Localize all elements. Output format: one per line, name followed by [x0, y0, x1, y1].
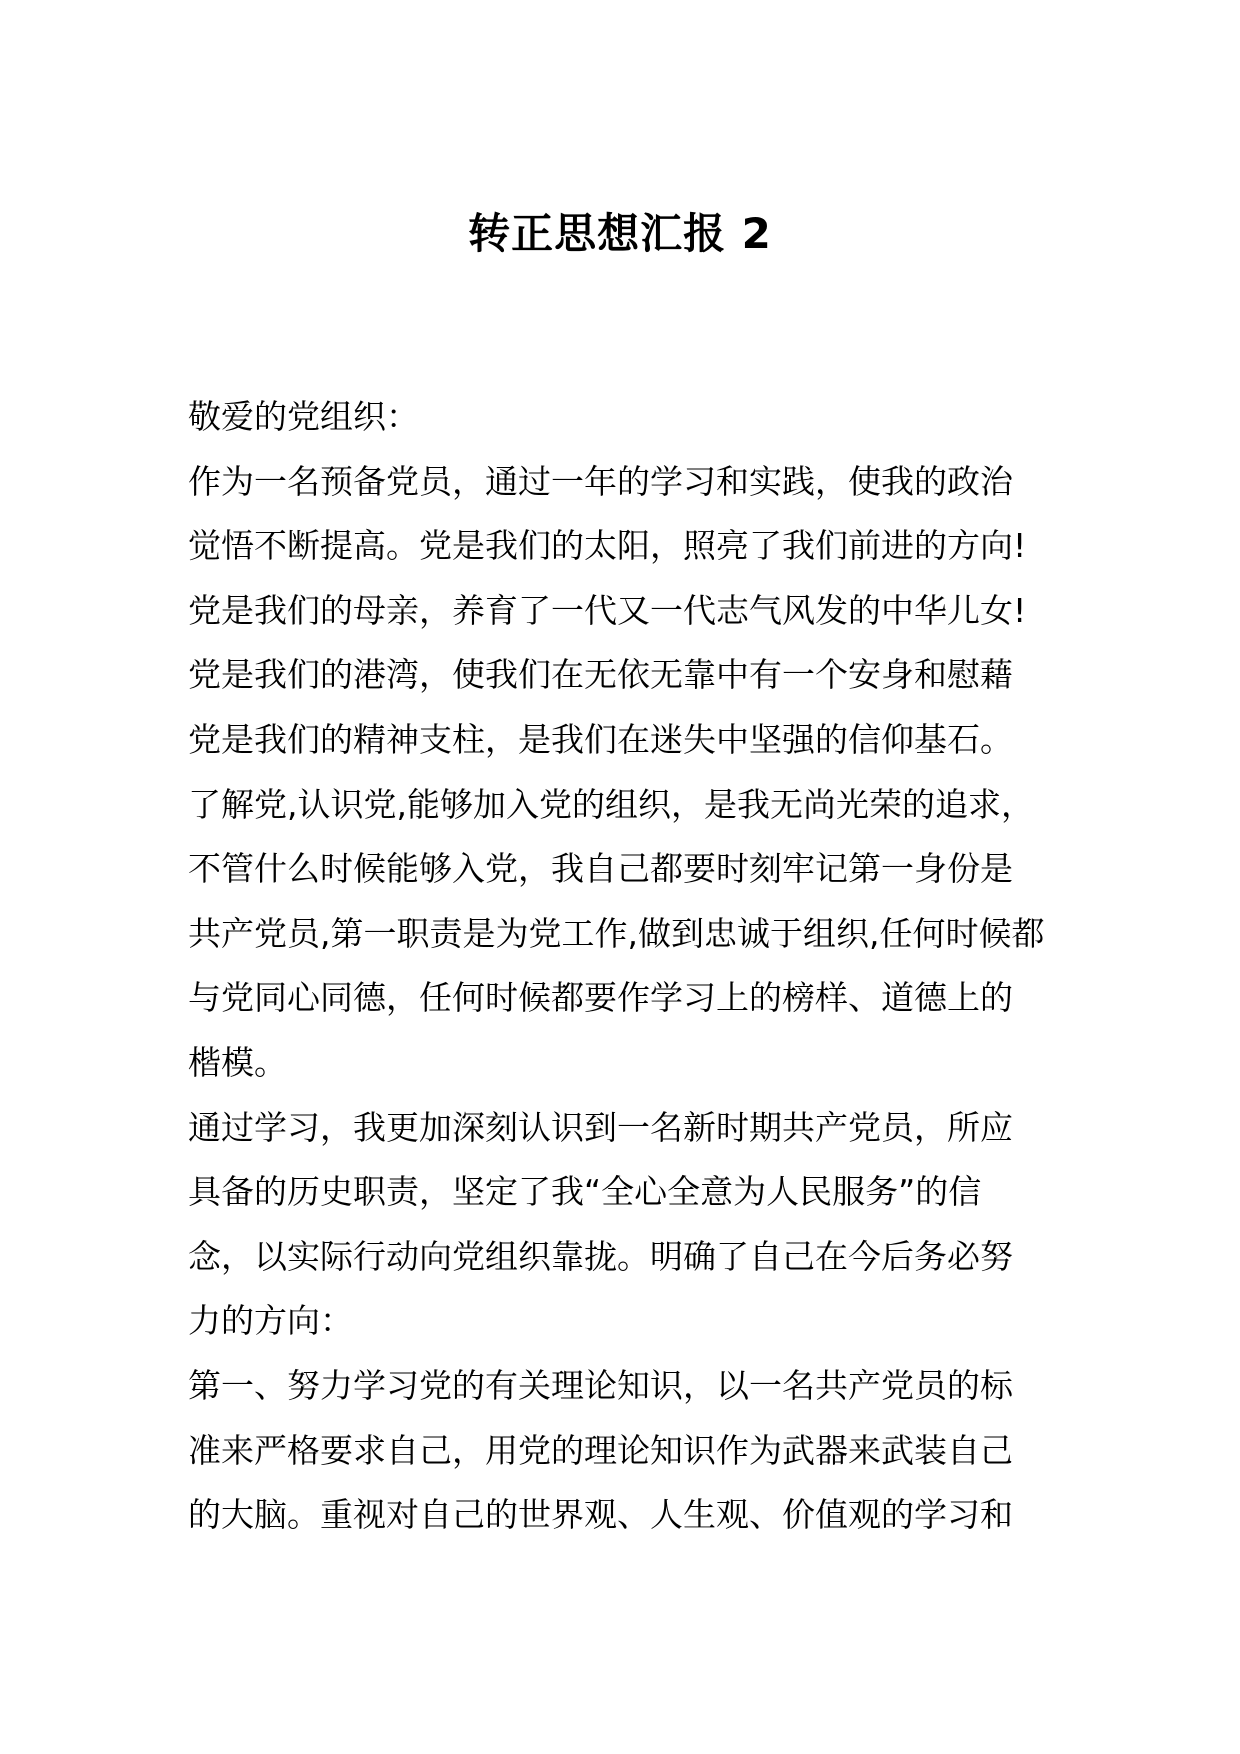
text-line: 准来严格要求自己，用党的理论知识作为武器来武装自己: [188, 1430, 1013, 1470]
text-line: 楷模。: [188, 1042, 287, 1082]
text-line: 的大脑。重视对自己的世界观、人生观、价值观的学习和: [188, 1495, 1013, 1535]
text-line: 力的方向：: [188, 1301, 353, 1341]
text-line: 党是我们的港湾，使我们在无依无靠中有一个安身和慰藉: [188, 655, 1013, 695]
text-line: 通过学习，我更加深刻认识到一名新时期共产党员，所应: [188, 1107, 1013, 1147]
text-line: 念，以实际行动向党组织靠拢。明确了自己在今后务必努: [188, 1236, 1013, 1276]
text-line: 敬爱的党组织：: [188, 397, 419, 436]
text-line: 党是我们的母亲，养育了一代又一代志气风发的中华儿女!: [188, 590, 1027, 630]
text-line: 第一、努力学习党的有关理论知识，以一名共产党员的标: [188, 1365, 1013, 1405]
text-line: 不管什么时候能够入党，我自己都要时刻牢记第一身份是: [188, 849, 1013, 889]
document-body: [188, 385, 1068, 1548]
text-line: 党是我们的精神支柱，是我们在迷失中坚强的信仰基石。: [188, 719, 1013, 759]
document-title: 转正思想汇报 2: [468, 209, 772, 258]
text-line: 觉悟不断提高。党是我们的太阳，照亮了我们前进的方向!: [188, 526, 1027, 566]
text-line: 共产党员,第一职责是为党工作,做到忠诚于组织,任何时候都: [188, 913, 1045, 953]
text-line: 了解党,认识党,能够加入党的组织，是我无尚光荣的追求，: [188, 784, 1034, 824]
text-line: 与党同心同德，任何时候都要作学习上的榜样、道德上的: [188, 978, 1013, 1018]
text-line: 具备的历史职责，坚定了我“全心全意为人民服务”的信: [188, 1172, 982, 1212]
text-line: 作为一名预备党员，通过一年的学习和实践，使我的政治: [188, 461, 1013, 501]
